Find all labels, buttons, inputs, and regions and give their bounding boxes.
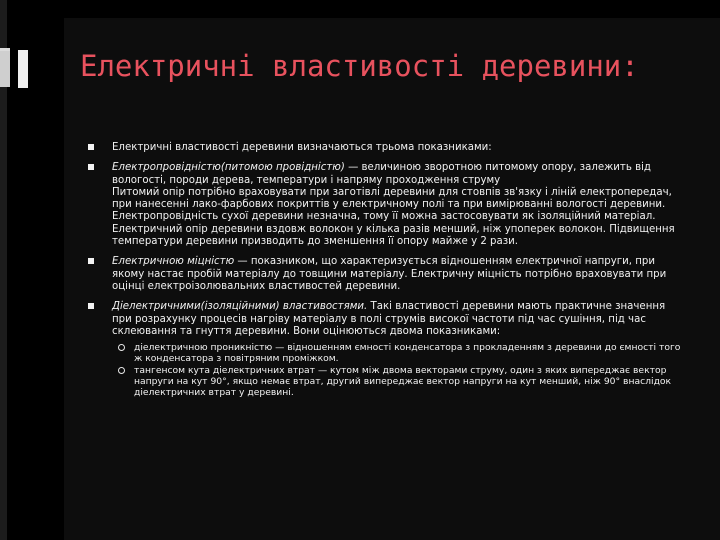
left-decoration-bar	[18, 50, 28, 88]
bullet-text: Такі властивості деревини мають практичне значення при розрахунку процесів нагріву матеріалу в полі струмів високої частоти під час сушіння, під час склеювання та гнуття деревини. Вони оцінюються двома показниками:	[112, 301, 666, 337]
bullet-item-dielectric	[88, 301, 688, 398]
bullet-list	[88, 142, 688, 406]
square-bullet-icon	[88, 258, 94, 264]
sub-bullet-text: діелектричною проникністю — відношенням ємності конденсатора з прокладенням з деревини до ємності того ж конденсатора з повітряним проміжком.	[134, 342, 681, 365]
bullet-extra-text: Електропровідність сухої деревини незначна, тому її можна застосовувати як ізоляційний матеріал.	[112, 211, 656, 223]
bullet-extra-text: Питомий опір потрібно враховувати при заготівлі деревини для стовпів зв'язку і ліній електропередач, при нанесенні лако-фарбових покриттів у електричному полі та при вимірюванні вологості деревини.	[112, 186, 672, 211]
slide-title: Електричні властивості деревини:	[80, 49, 639, 83]
sub-bullet-text: тангенсом кута діелектричних втрат — кутом між двома векторами струму, один з яких випереджає вектор напруги на кут 90°, якщо немає втрат, другий випереджає вектор напруги на кут менший, ніж 90° внаслідок діелектричних втрат у деревині.	[134, 365, 672, 399]
bullet-lead: Діелектричними(ізоляційними) властивостями.	[112, 301, 368, 313]
bullet-lead: Електропровідністю(питомою провідністю)	[112, 162, 345, 174]
bullet-text: — показником, що характеризується відношенням електричної напруги, при якому настає пробій матеріалу до товщини матеріалу. Електричну міцність потрібно враховувати при оцінці електроізолювальних властивостей деревини.	[112, 256, 667, 292]
bullet-text: Електричні властивості деревини визначаються трьома показниками:	[112, 142, 492, 153]
square-bullet-icon	[88, 164, 94, 170]
sub-bullet-list	[112, 342, 688, 398]
bullet-paragraph	[112, 256, 688, 293]
bullet-text: — величиною зворотною питомому опору, залежить від вологості, породи дерева, температури і напряму проходження струму	[112, 162, 651, 186]
square-bullet-icon	[88, 144, 94, 150]
bullet-item-conductivity	[88, 162, 688, 248]
bullet-paragraph	[112, 162, 688, 187]
bullet-item-intro	[88, 142, 688, 154]
square-bullet-icon	[88, 303, 94, 309]
bullet-lead: Електричною міцністю	[112, 256, 235, 268]
circle-bullet-icon	[118, 344, 125, 351]
bullet-item-strength	[88, 256, 688, 293]
circle-bullet-icon	[118, 367, 125, 374]
sub-bullet-item	[112, 342, 688, 364]
sub-bullet-item	[112, 365, 688, 398]
bullet-extra-text: Електричний опір деревини вздовж волокон у кілька разів менший, ніж упоперек волокон. Підвищення температури деревини призводить до зменшення її опору майже у 2 рази.	[112, 223, 675, 248]
bullet-paragraph	[112, 301, 688, 338]
